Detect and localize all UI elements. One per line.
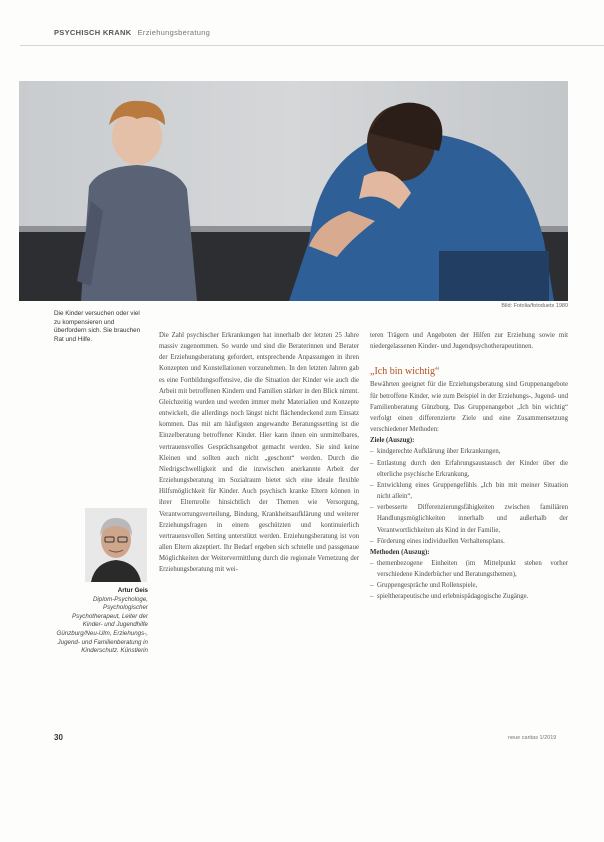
article-column-2 (370, 330, 568, 603)
list-item: – spieltherapeutische und erlebnispädagogische Zugänge. (370, 591, 568, 602)
hero-photo (19, 81, 568, 301)
methods-list (370, 558, 568, 603)
list-item: – Gruppengespräche und Rollenspiele, (370, 580, 568, 591)
section-subtitle: Erziehungsberatung (137, 28, 211, 37)
list-item: – Förderung eines individuellen Verhaltensplans. (370, 536, 568, 547)
section-title: PSYCHISCH KRANK (54, 28, 132, 37)
list-item: – Entwicklung eines Gruppengefühls „Ich bin mit meiner Situation nicht allein“, (370, 480, 568, 502)
photo-credit: Bild: Fotolia/fotoduets 1980 (501, 303, 568, 309)
article-column-1 (159, 330, 359, 575)
running-header (54, 28, 210, 37)
section-heading: „Ich bin wichtig“ (370, 366, 440, 378)
methods-label: Methoden (Auszug): (370, 548, 430, 556)
header-divider (20, 45, 604, 46)
paragraph: Die Zahl psychischer Erkrankungen hat innerhalb der letzten 25 Jahre massiv zugenommen. So wurde und sind die Beraterinnen und Berater der Erziehungsberatung gefordert, entsprechende Anpassungen in ihren Konzepten und Konstellationen vorzunehmen. In den letzten Jahren gab es eine Fortbildungsoffensive, die die Situation der Kinder wie auch die Arbeit mit betroffenen Kindern und Familien stärker in den Blick nimmt. Gleichzeitig wurden und werden immer mehr Materialien und Konzepte entwickelt, die allerdings noch längst nicht flächendeckend zum Einsatz kommen. Das mit am häufigsten angewandte Beratungssetting ist die Einzelberatung betroffener Kinder. Hier kann ihnen ein unmittelbares, vertrauensvolles Gesprächsangebot gemacht werden. Sie sind keine Kleinen und sollten auch nicht „geschont“ werden. Durch die Niedrigschwelligkeit und die inzwischen anerkannte Arbeit der Erziehungsberatung im Sozialraum bietet sich eine ideale flexible Hilfsmöglichkeit für Kinder. Auch psychisch kranke Eltern können in ihrer Elternrolle hinsichtlich der Themen wie Versorgung, Verantwortungsverteilung, Bindung, Krankheitsaufklärung und weiterer Erziehungsfragen in einem geschützten und kontinuierlich vertrauensvollen Setting unterstützt werden. Erziehungsberatung ist von allen Eltern akzeptiert. Ihr Bedarf ergeben sich schnelle und passgenaue Möglichkeiten der Weitervermittlung durch die regionale Vernetzung der Erziehungsberatung mit wei- (159, 332, 359, 574)
author-portrait (85, 508, 147, 582)
author-name: Artur Geis (117, 587, 148, 594)
list-item: – Entlastung durch den Erfahrungsaustausch der Kinder über die elterliche psychische Erkrankung, (370, 458, 568, 480)
goals-list (370, 446, 568, 546)
magazine-issue: neue caritas 1/2019 (508, 735, 557, 741)
photo-caption: Die Kinder versuchen oder viel zu kompensieren und überfordern sich. Sie brauchen Rat und Hilfe. (54, 310, 141, 343)
list-item: – themenbezogene Einheiten (im Mittelpunkt stehen vorher verschiedene Kinderbücher und Beratungsthemen), (370, 558, 568, 580)
mother-child-photo (19, 81, 568, 301)
page-number: 30 (54, 733, 63, 742)
goals-label: Ziele (Auszug): (370, 437, 415, 445)
author-box (54, 587, 148, 656)
author-portrait-image (85, 508, 147, 582)
author-bio: Diplom-Psychologe, Psychologischer Psychotherapeut, Leiter der Kinder- und Jugendhilfe Günzburg/Neu-Ulm, Erziehungs-, Jugend- und Familienberatung in Kinderschutz. Künstlerin (56, 595, 148, 655)
list-item: – verbesserte Differenzierungsfähigkeiten zwischen familiären Handlungsmöglichkeiten innerhalb und außerhalb der Verantwortlichkeiten als Kind in der Familie, (370, 502, 568, 535)
paragraph: teren Trägern und Angeboten der Hilfen zur Erziehung sowie mit niedergelassenen Kinder- und Jugendpsychotherapeutinnen. (370, 332, 568, 351)
list-item: – kindgerechte Aufklärung über Erkrankungen, (370, 446, 568, 457)
paragraph: Bewährten geeignet für die Erziehungsberatung sind Gruppenangebote für betroffene Kinder, wie zum Beispiel in der Erziehungs-, Jugend- und Familienberatung Günzburg. Das Gruppenangebot „Ich bin wichtig“ verfolgt einen differenzierte Ziele und eine Zusammensetzung verschiedener Methoden: (370, 381, 568, 434)
